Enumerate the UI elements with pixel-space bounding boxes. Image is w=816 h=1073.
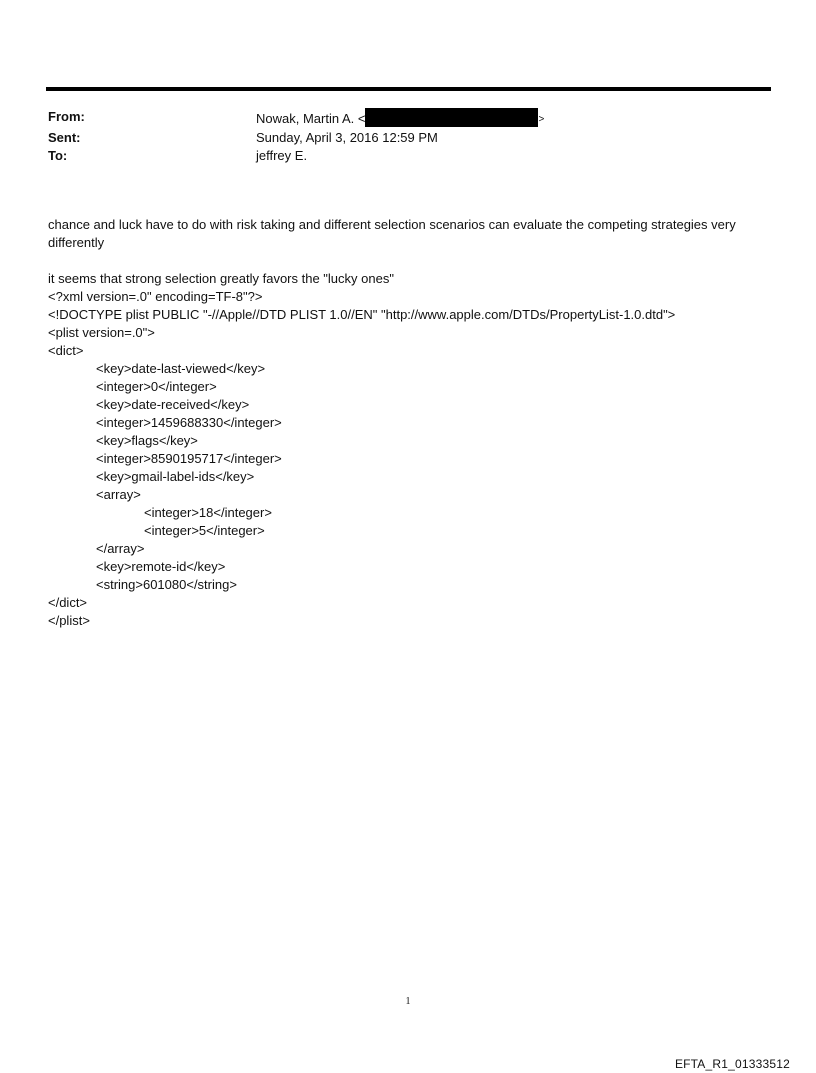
plist-line: </array> [96, 541, 145, 556]
to-row [48, 147, 544, 165]
to-label: To: [48, 148, 68, 163]
bates-number: EFTA_R1_01333512 [674, 1057, 790, 1071]
sent-label: Sent: [48, 130, 81, 145]
from-name: Nowak, Martin A. < [256, 111, 366, 126]
plist-line: <key>remote-id</key> [96, 559, 226, 574]
to-value: jeffrey E. [256, 148, 308, 163]
plist-line: </plist> [48, 613, 90, 628]
plist-line: <string>601080</string> [96, 577, 237, 592]
plist-line: <dict> [48, 343, 84, 358]
redaction-box [365, 108, 538, 127]
plist-line: <integer>18</integer> [144, 505, 272, 520]
plist-line: <integer>1459688330</integer> [96, 415, 282, 430]
plist-line: <!DOCTYPE plist PUBLIC "-//Apple//DTD PLIST 1.0//EN" "http://www.apple.com/DTDs/PropertyList-1.0.dtd"> [48, 307, 676, 322]
plist-line: <key>gmail-label-ids</key> [96, 469, 255, 484]
plist-line: <integer>0</integer> [96, 379, 217, 394]
body-paragraph-2: it seems that strong selection greatly favors the "lucky ones" [48, 271, 394, 286]
plist-line: <key>flags</key> [96, 433, 198, 448]
plist-line: <?xml version=.0" encoding=TF-8"?> [48, 289, 263, 304]
plist-line: <plist version=.0"> [48, 325, 155, 340]
email-header [48, 108, 544, 165]
plist-line: </dict> [48, 595, 88, 610]
from-value [256, 108, 544, 129]
from-tail: > [538, 114, 545, 125]
plist-line: <integer>8590195717</integer> [96, 451, 282, 466]
page-number: 1 [405, 996, 411, 1007]
header-rule [46, 87, 771, 91]
plist-line: <integer>5</integer> [144, 523, 265, 538]
email-body [48, 216, 773, 630]
plist-line: <array> [96, 487, 141, 502]
plist-line: <key>date-received</key> [96, 397, 250, 412]
sent-value: Sunday, April 3, 2016 12:59 PM [256, 130, 438, 145]
from-row [48, 108, 544, 129]
sent-row [48, 129, 544, 147]
plist-line: <key>date-last-viewed</key> [96, 361, 266, 376]
body-paragraph-1: chance and luck have to do with risk taking and different selection scenarios can evaluate the competing strategies very differently [48, 217, 736, 250]
from-label: From: [48, 109, 85, 124]
